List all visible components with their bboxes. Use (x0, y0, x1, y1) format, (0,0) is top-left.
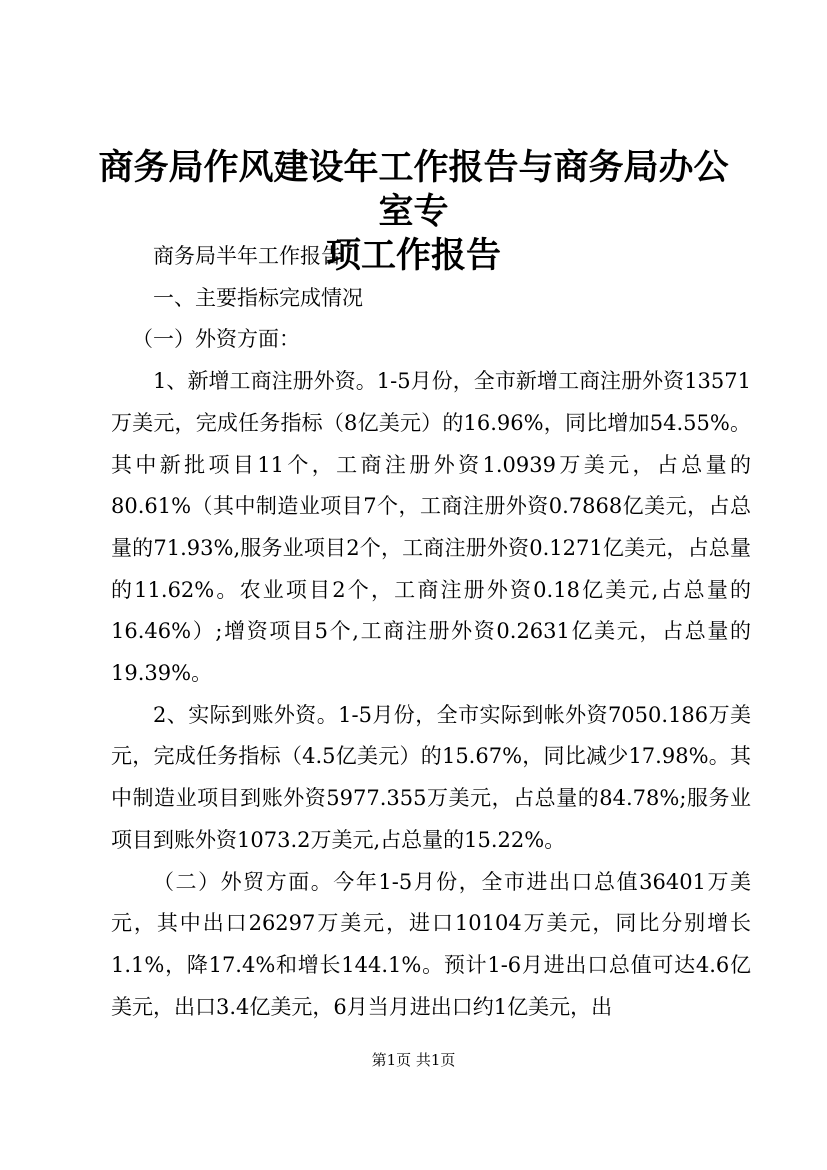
document-body (111, 236, 751, 1028)
title-line-1: 商务局作风建设年工作报告与商务局办公室专 (98, 147, 729, 232)
page-footer: 第1页 共1页 (371, 1051, 456, 1069)
report-subtitle: 商务局半年工作报告 (153, 244, 342, 268)
subsection-heading: （一）外资方面： (132, 327, 300, 352)
paragraph-actual-foreign-capital: 2、实际到账外资。1-5月份，全市实际到帐外资7050.186万美元，完成任务指标（4.5亿美元）的15.67%，同比减少17.98%。其中制造业项目到账外资5977.355万美元，占总量的84.78%;服务业项目到账外资1073.2万美元,占总量的15.22%。 (111, 702, 751, 852)
paragraph-foreign-trade: （二）外贸方面。今年1-5月份，全市进出口总值36401万美元，其中出口26297万美元，进口10104万美元，同比分别增长1.1%，降17.4%和增长144.1%。预计1-6月进出口总值可达4.6亿美元，出口3.4亿美元，6月当月进出口约1亿美元，出 (111, 869, 751, 1019)
title-line-2: 项工作报告 (325, 235, 501, 276)
section-heading: 一、主要指标完成情况 (153, 285, 363, 310)
paragraph-new-foreign-capital: 1、新增工商注册外资。1-5月份，全市新增工商注册外资13571万美元，完成任务指标（8亿美元）的16.96%，同比增加54.55%。其中新批项目11个，工商注册外资1.0939万美元，占总量的80.61%（其中制造业项目7个，工商注册外资0.7868亿美元，占总量的71.93%,服务业项目2个，工商注册外资0.1271亿美元，占总量的11.62%。农业项目2个，工商注册外资0.18亿美元,占总量的16.46%）;增资项目5个,工商注册外资0.2631亿美元，占总量的19.39%。 (111, 369, 751, 686)
